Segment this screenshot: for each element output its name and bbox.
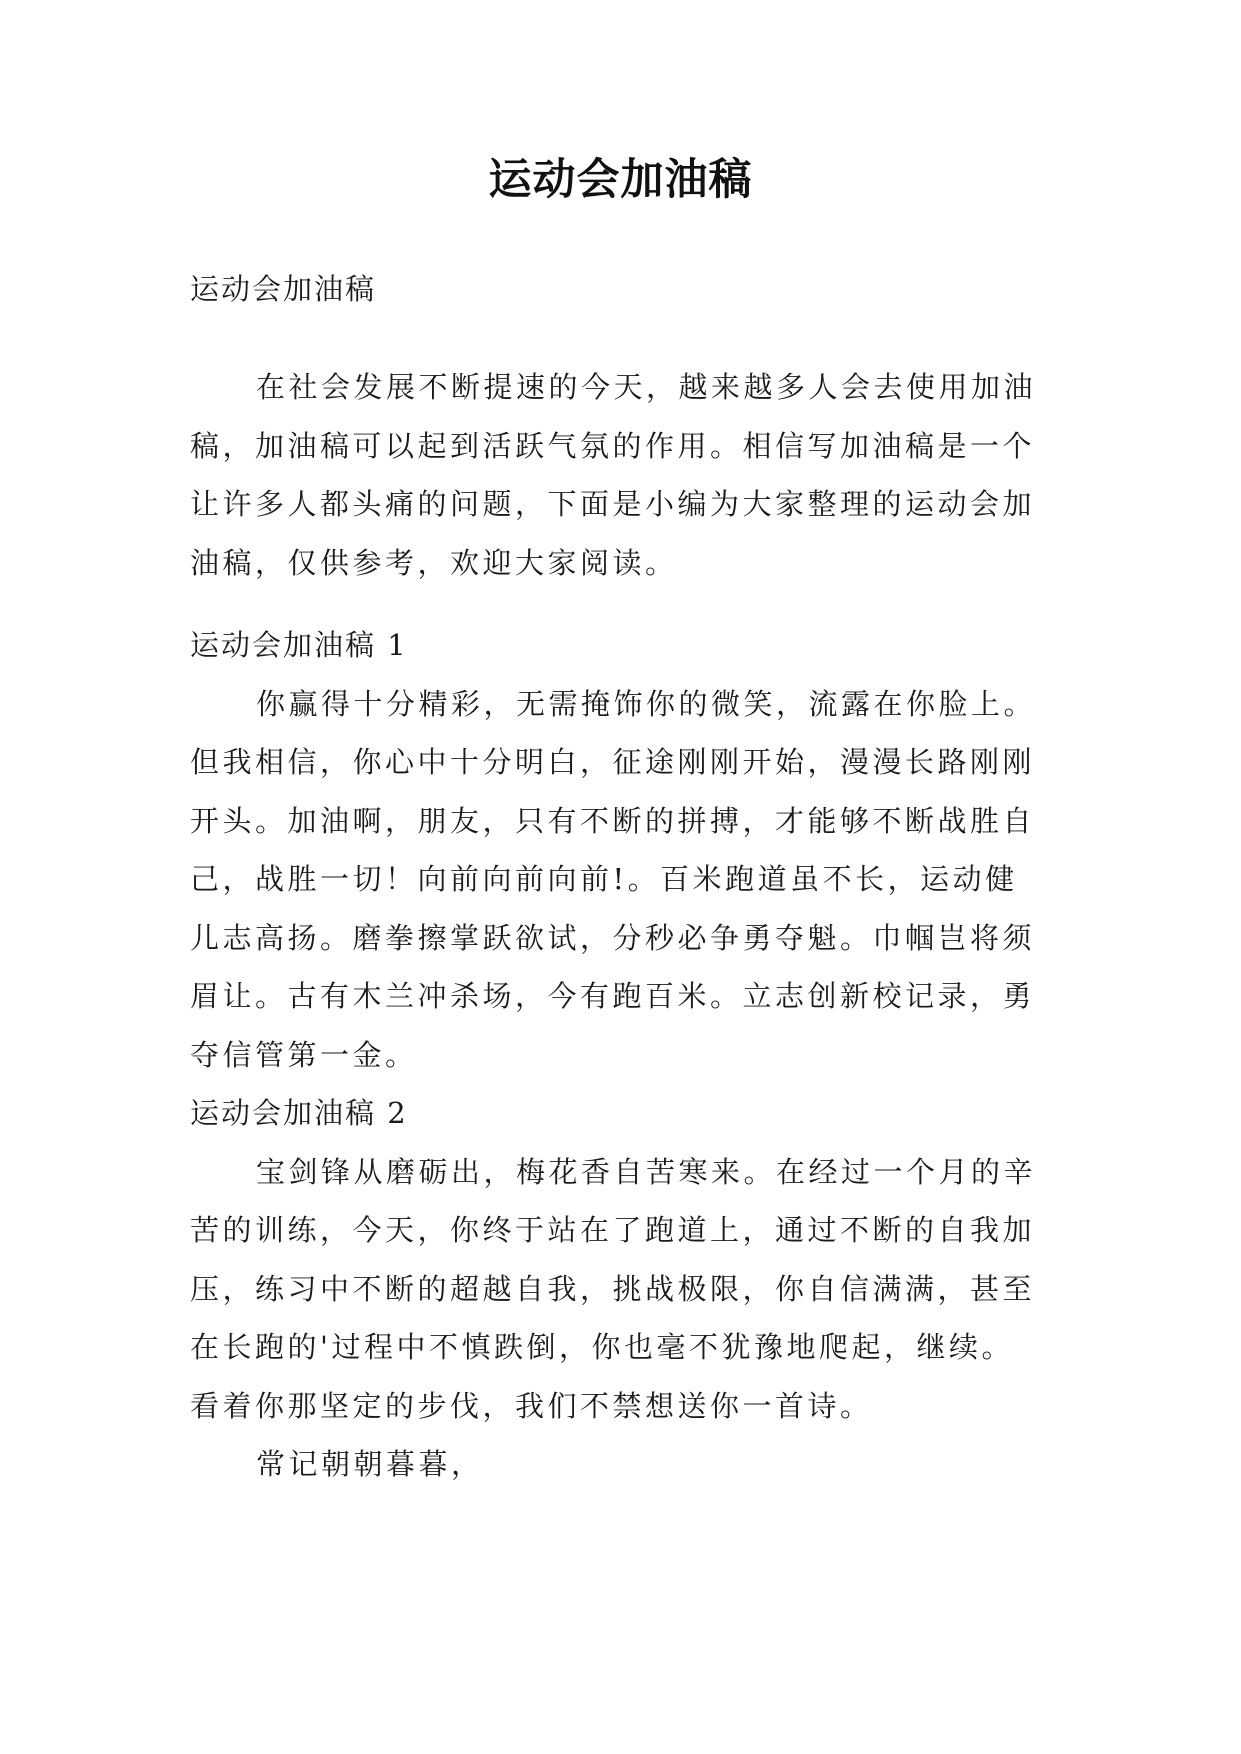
- paragraph-line: 看着你那坚定的步伐，我们不禁想送你一首诗。: [190, 1388, 873, 1423]
- subtitle-block: [190, 260, 1070, 319]
- section-heading: 运动会加油稿 1: [190, 628, 408, 662]
- paragraph-line: 苦的训练，今天，你终于站在了跑道上，通过不断的自我加: [190, 1213, 1036, 1247]
- paragraph-line: 在社会发展不断提速的今天，越来越多人会去使用加油: [256, 370, 1037, 404]
- document-title: 运动会加油稿: [488, 155, 753, 205]
- paragraph-line: 稿，加油稿可以起到活跃气氛的作用。相信写加油稿是一个: [190, 428, 1036, 463]
- paragraph-line: 开头。加油啊，朋友，只有不断的拼搏，才能够不断战胜自: [190, 803, 1036, 838]
- section-heading: 运动会加油稿 2: [190, 1096, 408, 1130]
- section-1: [190, 616, 1070, 1494]
- paragraph-line: 夺信管第一金。: [190, 1037, 418, 1072]
- paragraph-line: 在长跑的'过程中不慎跌倒，你也毫不犹豫地爬起，继续。: [190, 1330, 1014, 1364]
- paragraph-line: 让许多人都头痛的问题，下面是小编为大家整理的运动会加: [190, 487, 1036, 521]
- paragraph-line: 宝剑锋从磨砺出，梅花香自苦寒来。在经过一个月的辛: [256, 1154, 1037, 1189]
- paragraph-line: 儿志高扬。磨拳擦掌跃欲试，分秒必争勇夺魁。巾帼岂将须: [190, 920, 1036, 955]
- intro-paragraph: [190, 358, 1070, 592]
- poem-line: 常记朝朝暮暮，: [256, 1447, 484, 1481]
- paragraph-line: 己，战胜一切！向前向前向前!。百米跑道虽不长，运动健: [190, 862, 1018, 896]
- paragraph-line: 压，练习中不断的超越自我，挑战极限，你自信满满，甚至: [190, 1271, 1036, 1306]
- paragraph-line: 但我相信，你心中十分明白，征途刚刚开始，漫漫长路刚刚: [190, 745, 1036, 779]
- paragraph-line: 你赢得十分精彩，无需掩饰你的微笑，流露在你脸上。: [256, 686, 1037, 721]
- paragraph-line: 眉让。古有木兰冲杀场，今有跑百米。立志创新校记录，勇: [190, 979, 1036, 1013]
- document-subtitle: 运动会加油稿: [190, 272, 377, 306]
- paragraph-line: 油稿，仅供参考，欢迎大家阅读。: [190, 545, 678, 580]
